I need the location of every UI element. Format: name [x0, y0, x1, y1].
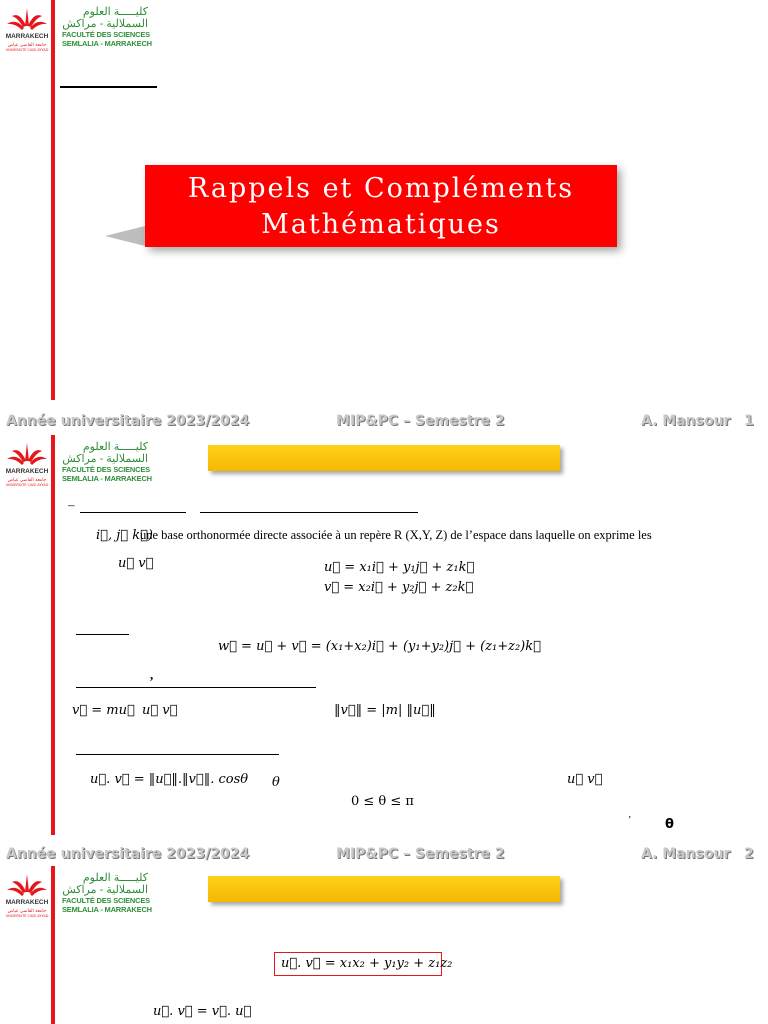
footer-year: Année universitaire 2023/2024	[6, 846, 250, 862]
heading-underline-2	[200, 512, 418, 513]
equation-commutativity: u⃗. v⃗ = v⃗. u⃗	[153, 1004, 252, 1019]
footer-author: A. Mansour	[641, 413, 731, 429]
equation-dot-product: u⃗. v⃗ = ‖u⃗‖.‖v⃗‖. cosθ	[90, 772, 249, 787]
faculty-name-french-1: FACULTÉ DES SCIENCES	[62, 30, 150, 39]
faculty-name-french-2: SEMLALIA - MARRAKECH	[62, 905, 152, 914]
faculty-name-french-1: FACULTÉ DES SCIENCES	[62, 896, 150, 905]
svg-text:UNIVERSITÉ CADI AYYAD: UNIVERSITÉ CADI AYYAD	[5, 914, 49, 918]
footer-course: MIP&PC – Semestre 2	[336, 846, 505, 862]
sum-underline	[76, 634, 129, 635]
footer-1	[0, 413, 768, 433]
theta-symbol: θ	[272, 775, 280, 790]
section-title-box	[208, 445, 560, 471]
dash: –	[68, 497, 75, 512]
svg-text:MARRAKECH: MARRAKECH	[5, 33, 49, 40]
footer-2	[0, 846, 768, 866]
slide-2-red-bar	[51, 435, 55, 835]
equation-norm: ‖v⃗‖ = |m| ‖u⃗‖	[334, 703, 436, 718]
footer-page-number: 2	[744, 846, 754, 862]
comma: ,	[150, 667, 154, 682]
vectors-u-v-3: u⃗ v⃗	[567, 772, 603, 787]
faculty-name-arabic-2: السملالية - مراكش	[62, 453, 148, 465]
title-box-shadow-shape	[105, 222, 150, 247]
equation-dot-product-coords: u⃗. v⃗ = x₁x₂ + y₁y₂ + z₁z₂	[281, 956, 453, 971]
svg-text:UNIVERSITÉ CADI AYYAD: UNIVERSITÉ CADI AYYAD	[5, 483, 49, 487]
boxed-equation	[274, 952, 453, 976]
basis-symbols: i⃗, j⃗ k⃗)	[96, 528, 153, 543]
slide-1	[0, 0, 768, 435]
slide-2	[0, 435, 768, 845]
product-underline	[76, 687, 316, 688]
section-title-box	[208, 876, 560, 902]
svg-text:MARRAKECH: MARRAKECH	[5, 468, 49, 475]
equation-sum: w⃗ = u⃗ + v⃗ = (x₁+x₂)i⃗ + (y₁+y₂)j⃗ + (z₁+z₂)k⃗	[218, 639, 541, 654]
faculty-name-arabic-1: كليـــــة العلوم	[82, 441, 148, 453]
svg-text:جامعة القاضي عياض: جامعة القاضي عياض	[7, 909, 47, 914]
faculty-logo-icon	[4, 4, 50, 52]
dot-product-underline	[76, 754, 279, 755]
faculty-name	[62, 872, 162, 914]
apostrophe: ’	[628, 815, 632, 826]
faculty-name	[62, 441, 162, 483]
vectors-u-v: u⃗ v⃗	[118, 556, 154, 571]
header-underline	[60, 86, 157, 88]
faculty-name-french-2: SEMLALIA - MARRAKECH	[62, 474, 152, 483]
footer-page-number: 1	[744, 413, 754, 429]
slide-1-red-bar	[51, 0, 55, 400]
faculty-logo-icon	[4, 870, 50, 918]
svg-text:جامعة القاضي عياض: جامعة القاضي عياض	[7, 478, 47, 483]
slide-3	[0, 866, 768, 1024]
faculty-name-arabic-1: كليـــــة العلوم	[82, 872, 148, 884]
equation-theta-range: 0 ≤ θ ≤ π	[351, 794, 414, 809]
svg-text:UNIVERSITÉ CADI AYYAD: UNIVERSITÉ CADI AYYAD	[5, 48, 49, 52]
faculty-name-french-2: SEMLALIA - MARRAKECH	[62, 39, 152, 48]
faculty-name-french-1: FACULTÉ DES SCIENCES	[62, 465, 150, 474]
faculty-name-arabic-2: السملالية - مراكش	[62, 884, 148, 896]
footer-course: MIP&PC – Semestre 2	[336, 413, 505, 429]
svg-text:جامعة القاضي عياض: جامعة القاضي عياض	[7, 43, 47, 48]
slide-3-red-bar	[51, 866, 55, 1024]
equation-u: u⃗ = x₁i⃗ + y₁j⃗ + z₁k⃗	[324, 560, 475, 575]
theta-bold: θ	[665, 817, 674, 832]
faculty-name	[62, 6, 162, 48]
title-line-2: Mathématiques	[261, 209, 501, 240]
faculty-name-arabic-2: السملالية - مراكش	[62, 18, 148, 30]
title-line-1: Rappels et Compléments	[187, 173, 575, 204]
faculty-logo-icon	[4, 439, 50, 487]
basis-text: une base orthonormée directe associée à un repère R (X,Y, Z) de l’espace dans laquelle on exprime les	[140, 528, 652, 542]
heading-underline-1	[80, 512, 186, 513]
faculty-name-arabic-1: كليـــــة العلوم	[82, 6, 148, 18]
footer-author: A. Mansour	[641, 846, 731, 862]
equation-v: v⃗ = x₂i⃗ + y₂j⃗ + z₂k⃗	[324, 580, 474, 595]
footer-year: Année universitaire 2023/2024	[6, 413, 250, 429]
equation-scalar-multiple: v⃗ = mu⃗	[72, 703, 135, 718]
svg-text:MARRAKECH: MARRAKECH	[5, 899, 49, 906]
vectors-u-v-2: u⃗ v⃗	[142, 703, 178, 718]
title-box	[145, 165, 617, 247]
